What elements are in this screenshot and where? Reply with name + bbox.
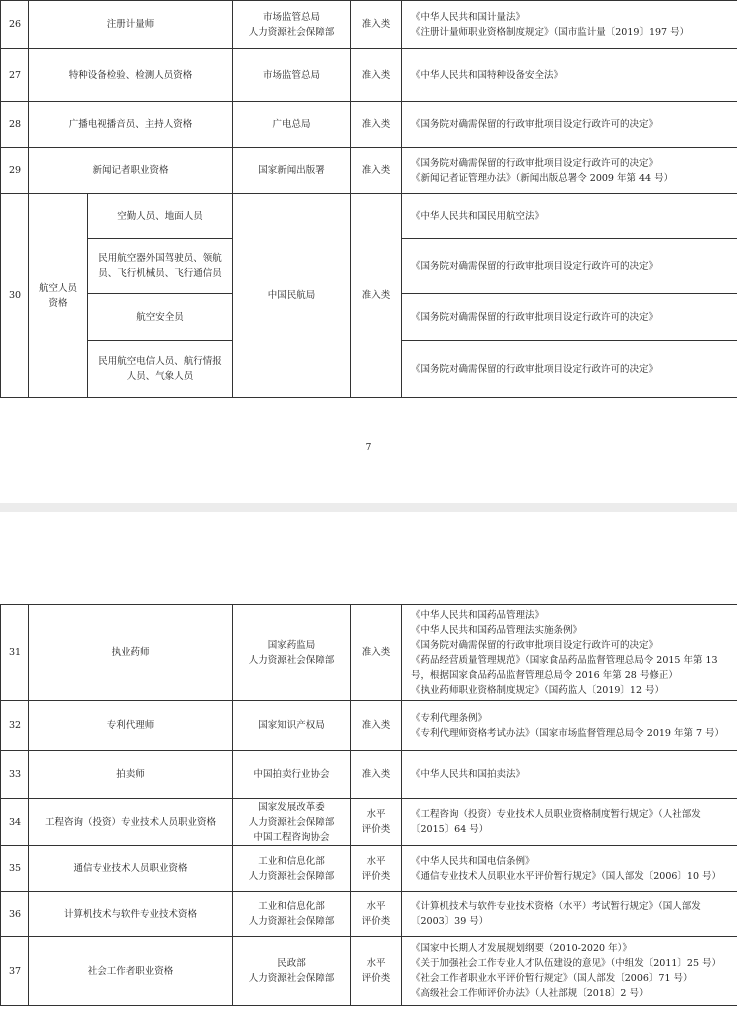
table-row [1,751,737,799]
qualification-type: 准入类 [351,605,402,701]
row-number: 29 [1,148,29,194]
qualification-type: 准入类 [351,1,402,49]
legal-basis: 《国务院对确需保留的行政审批项目设定行政许可的决定》 [402,341,737,398]
qualification-type: 准入类 [351,701,402,751]
qualification-type: 准入类 [351,49,402,102]
qualification-type: 准入类 [351,751,402,799]
row-number: 28 [1,102,29,148]
table-row [1,701,737,751]
department: 工业和信息化部 人力资源社会保障部 [233,846,351,892]
legal-basis: 《国务院对确需保留的行政审批项目设定行政许可的决定》 《新闻记者证管理办法》（新闻出版总署令 2009 年第 44 号） [402,148,737,194]
row-number: 32 [1,701,29,751]
row-number: 26 [1,1,29,49]
qualification-name: 拍卖师 [29,751,233,799]
legal-basis: 《国务院对确需保留的行政审批项目设定行政许可的决定》 [402,102,737,148]
qualification-type: 准入类 [351,102,402,148]
qualification-name: 计算机技术与软件专业技术资格 [29,892,233,937]
qualification-type: 水平 评价类 [351,799,402,846]
department: 民政部 人力资源社会保障部 [233,937,351,1006]
qualification-name: 新闻记者职业资格 [29,148,233,194]
table-row [1,148,737,194]
row-number: 27 [1,49,29,102]
qualification-table-page-1 [0,0,737,398]
legal-basis: 《中华人民共和国拍卖法》 [402,751,737,799]
legal-basis: 《中华人民共和国电信条例》 《通信专业技术人员职业水平评价暂行规定》（国人部发〔2006〕10 号） [402,846,737,892]
qualification-name: 广播电视播音员、主持人资格 [29,102,233,148]
department: 市场监管总局 人力资源社会保障部 [233,1,351,49]
qualification-type: 水平 评价类 [351,892,402,937]
department: 国家知识产权局 [233,701,351,751]
legal-basis: 《国家中长期人才发展规划纲要（2010-2020 年）》 《关于加强社会工作专业人才队伍建设的意见》（中组发〔2011〕25 号） 《社会工作者职业水平评价暂行规定》（国人部发〔2006〕71 号） 《高级社会工作师评价办法》（人社部规〔2018〕2 号） [402,937,737,1006]
qualification-type: 准入类 [351,148,402,194]
qualification-type: 准入类 [351,194,402,398]
table-row [1,892,737,937]
legal-basis: 《国务院对确需保留的行政审批项目设定行政许可的决定》 [402,239,737,294]
department: 广电总局 [233,102,351,148]
qualification-name: 专利代理师 [29,701,233,751]
qualification-name: 特种设备检验、检测人员资格 [29,49,233,102]
qualification-name: 注册计量师 [29,1,233,49]
qualification-name: 执业药师 [29,605,233,701]
legal-basis: 《中华人民共和国计量法》 《注册计量师职业资格制度规定》（国市监计量〔2019〕197 号） [402,1,737,49]
qualification-name: 工程咨询（投资）专业技术人员职业资格 [29,799,233,846]
legal-basis: 《计算机技术与软件专业技术资格（水平）考试暂行规定》（国人部发〔2003〕39 号） [402,892,737,937]
qualification-table-page-2 [0,604,737,1006]
department: 中国民航局 [233,194,351,398]
table-row [1,605,737,701]
table-row [1,937,737,1006]
legal-basis: 《工程咨询（投资）专业技术人员职业资格制度暂行规定》（人社部发〔2015〕64 号） [402,799,737,846]
row-number: 37 [1,937,29,1006]
table-row [1,1,737,49]
department: 市场监管总局 [233,49,351,102]
legal-basis: 《国务院对确需保留的行政审批项目设定行政许可的决定》 [402,294,737,341]
department: 国家发展改革委 人力资源社会保障部 中国工程咨询协会 [233,799,351,846]
legal-basis: 《中华人民共和国民用航空法》 [402,194,737,239]
table-row [1,194,737,239]
sub-qualification-name: 空勤人员、地面人员 [88,194,233,239]
qualification-group-name: 航空人员 资格 [29,194,88,398]
department: 国家药监局 人力资源社会保障部 [233,605,351,701]
table-row [1,49,737,102]
qualification-name: 社会工作者职业资格 [29,937,233,1006]
department: 工业和信息化部 人力资源社会保障部 [233,892,351,937]
sub-qualification-name: 民用航空器外国驾驶员、领航 员、飞行机械员、飞行通信员 [88,239,233,294]
row-number: 36 [1,892,29,937]
qualification-type: 水平 评价类 [351,846,402,892]
department: 国家新闻出版署 [233,148,351,194]
row-number: 31 [1,605,29,701]
qualification-name: 通信专业技术人员职业资格 [29,846,233,892]
sub-qualification-name: 航空安全员 [88,294,233,341]
sub-qualification-name: 民用航空电信人员、航行情报 人员、气象人员 [88,341,233,398]
page-separator [0,503,737,512]
table-row [1,102,737,148]
row-number: 30 [1,194,29,398]
row-number: 34 [1,799,29,846]
legal-basis: 《中华人民共和国药品管理法》 《中华人民共和国药品管理法实施条例》 《国务院对确需保留的行政审批项目设定行政许可的决定》 《药品经营质量管理规范》（国家食品药品监督管理总局令 2015 年第 13 号，根据国家食品药品监督管理总局令 2016 年第 28 号修正） 《执业药师职业资格制度规定》（国药监人〔2019〕12 号） [402,605,737,701]
qualification-type: 水平 评价类 [351,937,402,1006]
row-number: 35 [1,846,29,892]
page-number: 7 [365,443,372,453]
legal-basis: 《专利代理条例》 《专利代理师资格考试办法》（国家市场监督管理总局令 2019 年第 7 号） [402,701,737,751]
table-row [1,799,737,846]
department: 中国拍卖行业协会 [233,751,351,799]
legal-basis: 《中华人民共和国特种设备安全法》 [402,49,737,102]
row-number: 33 [1,751,29,799]
table-row [1,846,737,892]
